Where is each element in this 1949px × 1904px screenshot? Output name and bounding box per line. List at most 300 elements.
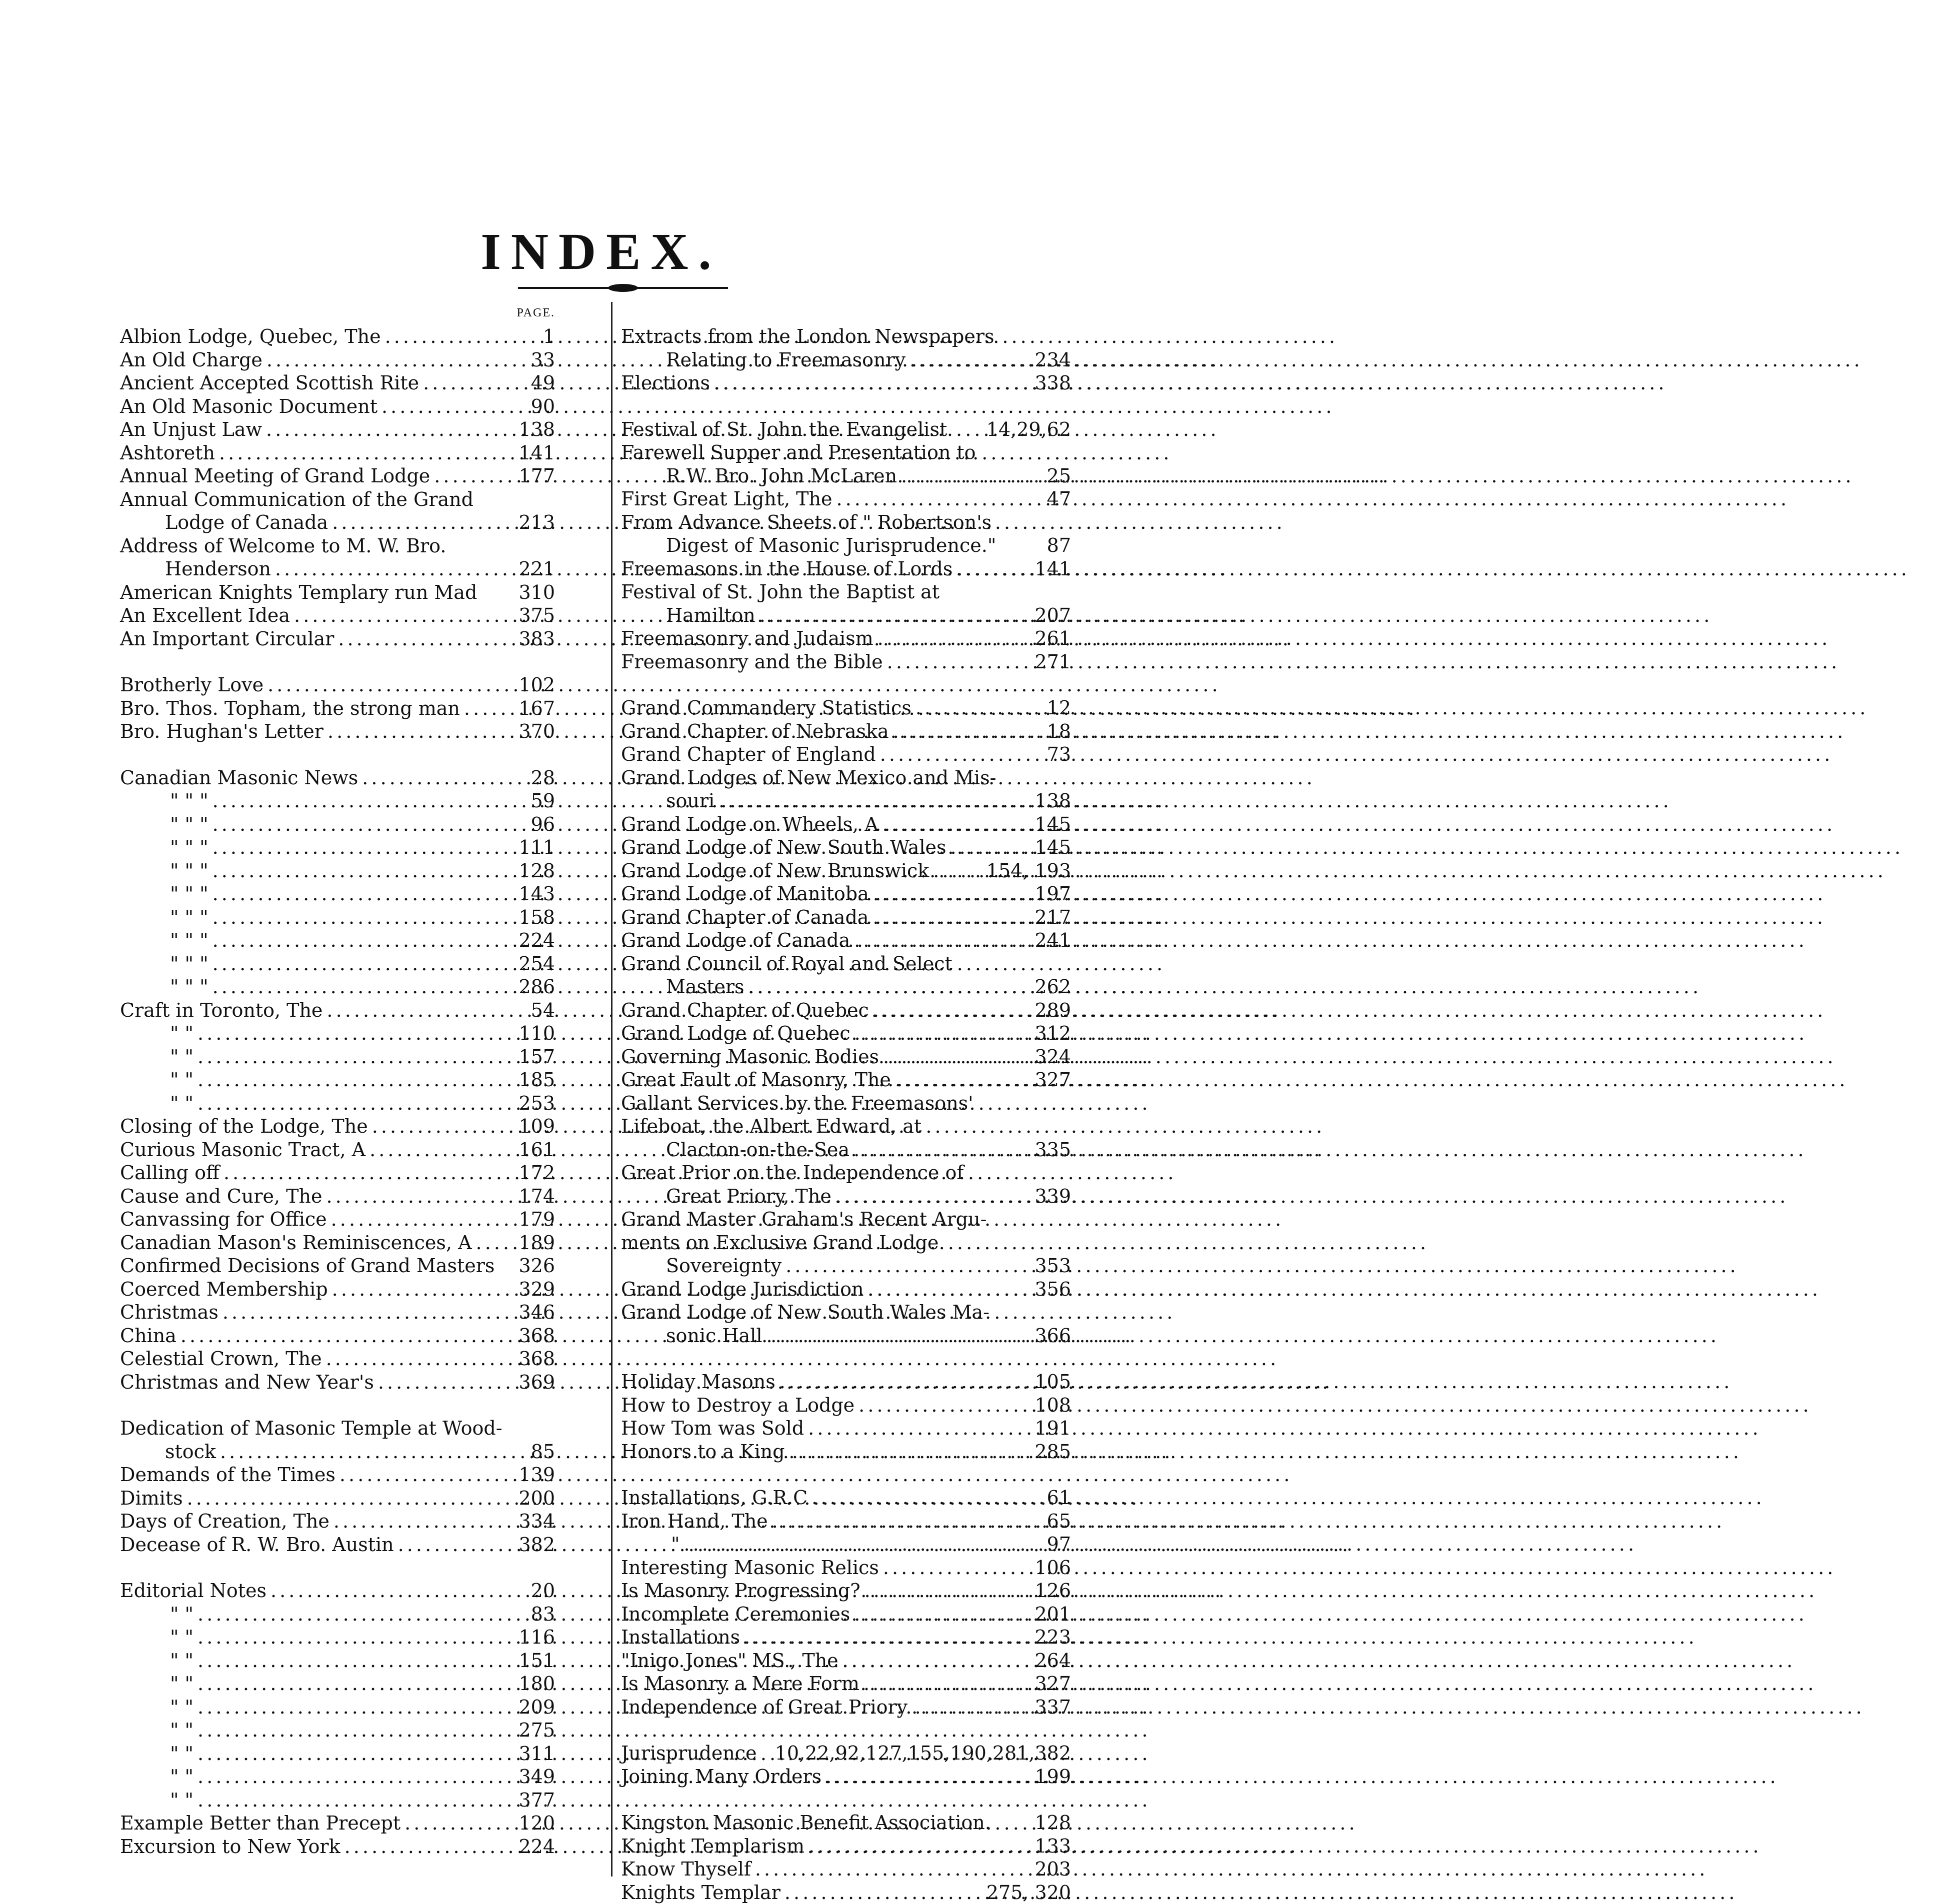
index-entry bbox=[621, 534, 1071, 557]
index-entry bbox=[120, 1068, 555, 1092]
index-entry-line: Dedication of Masonic Temple at Wood- bbox=[120, 1417, 555, 1440]
entry-title: " " " bbox=[120, 882, 208, 906]
dot-leader bbox=[198, 1603, 521, 1626]
index-entry bbox=[120, 1626, 555, 1649]
entry-page-number: 209 bbox=[518, 1696, 555, 1719]
index-entry bbox=[621, 696, 1071, 720]
entry-page-number: 329 bbox=[518, 1278, 555, 1301]
entry-title: How Tom was Sold bbox=[621, 1417, 804, 1440]
dot-leader bbox=[868, 1278, 1030, 1301]
dot-leader bbox=[755, 1858, 1031, 1881]
index-column-left bbox=[120, 301, 555, 1858]
entry-title: Christmas bbox=[120, 1301, 218, 1324]
dot-leader bbox=[212, 929, 515, 952]
entry-title: American Knights Templary run Mad bbox=[120, 581, 477, 604]
entry-page-number: 157 bbox=[518, 1045, 555, 1069]
index-entry bbox=[621, 1696, 1071, 1719]
entry-page-number: 327 bbox=[1034, 1672, 1071, 1696]
entry-title: " " " bbox=[120, 906, 208, 929]
index-entry bbox=[120, 999, 555, 1022]
entry-page-number: 335 bbox=[1034, 1138, 1071, 1162]
dot-leader bbox=[334, 1510, 515, 1533]
index-entry bbox=[621, 1138, 1071, 1162]
entry-title: Digest of Masonic Jurisprudence." bbox=[621, 534, 996, 557]
entry-title: Canadian Mason's Reminiscences, A bbox=[120, 1231, 472, 1255]
dot-leader bbox=[372, 1115, 515, 1138]
dot-leader bbox=[198, 1789, 514, 1812]
entry-title: " " bbox=[120, 1765, 194, 1789]
dot-leader bbox=[266, 418, 514, 441]
entry-title: How to Destroy a Lodge bbox=[621, 1394, 854, 1417]
index-entry bbox=[120, 511, 555, 534]
index-entry bbox=[621, 1579, 1071, 1603]
dot-leader bbox=[332, 511, 514, 534]
index-entry bbox=[120, 1254, 555, 1278]
index-entry bbox=[120, 581, 555, 604]
entry-page-number: 85 bbox=[525, 1440, 555, 1464]
entry-page-number: 199 bbox=[1034, 1765, 1071, 1789]
index-entry-line: Grand Lodge of New South Wales Ma- bbox=[621, 1301, 1071, 1324]
index-entry bbox=[621, 1417, 1071, 1440]
entry-title: R.W. Bro. John McLaren bbox=[621, 464, 897, 488]
entry-title: Coerced Membership bbox=[120, 1278, 328, 1301]
entry-title: Masters bbox=[621, 975, 744, 999]
index-entry bbox=[120, 1672, 555, 1696]
index-entry-line: Lifeboat, the Albert Edward, at bbox=[621, 1115, 1071, 1138]
entry-title: An Old Charge bbox=[120, 348, 262, 372]
entry-page-number: 201 bbox=[1034, 1603, 1071, 1626]
index-entry bbox=[621, 1022, 1071, 1045]
entry-page-number: 213 bbox=[518, 511, 555, 534]
entry-title: " " bbox=[120, 1742, 194, 1766]
entry-title: Festival of St. John the Evangelist bbox=[621, 418, 947, 441]
dot-leader bbox=[854, 1603, 1030, 1626]
index-entry bbox=[120, 836, 555, 859]
index-entry-line: Great Prior on the Independence of bbox=[621, 1161, 1071, 1185]
dot-leader bbox=[464, 697, 515, 720]
index-entry-line: Extracts from the London Newspapers bbox=[621, 325, 1071, 348]
index-entry bbox=[621, 1811, 1071, 1835]
entry-page-number: 180 bbox=[518, 1672, 555, 1696]
entry-page-number: 108 bbox=[1034, 1394, 1071, 1417]
dot-leader bbox=[270, 1579, 521, 1603]
index-entry bbox=[621, 1440, 1071, 1464]
dot-leader bbox=[294, 604, 514, 627]
entry-page-number: 368 bbox=[518, 1347, 555, 1371]
index-entry bbox=[621, 1394, 1071, 1417]
entry-page-number: 83 bbox=[525, 1603, 555, 1626]
entry-title: Celestial Crown, The bbox=[120, 1347, 322, 1371]
index-entry-line: From Advance Sheets of " Robertson's bbox=[621, 511, 1071, 534]
index-entry bbox=[120, 395, 555, 418]
index-entry bbox=[120, 1161, 555, 1185]
dot-leader bbox=[880, 743, 1037, 766]
index-entry bbox=[621, 1556, 1071, 1580]
entry-page-number: 324 bbox=[1034, 1045, 1071, 1069]
entry-title: Installations, G.R.C bbox=[621, 1486, 808, 1510]
dot-leader bbox=[378, 1371, 515, 1394]
index-entry bbox=[621, 1626, 1071, 1649]
entry-page-number: 224 bbox=[518, 1835, 555, 1859]
dot-leader bbox=[873, 882, 1031, 906]
dot-leader bbox=[180, 1324, 515, 1348]
dot-leader bbox=[718, 789, 1030, 813]
index-entry bbox=[120, 325, 555, 348]
entry-title: " " " bbox=[120, 859, 208, 883]
dot-leader bbox=[786, 1254, 1030, 1278]
index-entry bbox=[120, 1138, 555, 1162]
dot-leader bbox=[854, 1022, 1031, 1045]
dot-leader bbox=[893, 720, 1037, 743]
dot-leader bbox=[808, 1835, 1030, 1858]
entry-page-number: 33 bbox=[525, 348, 555, 372]
page-column-header: PAGE. bbox=[120, 301, 555, 325]
section-gap bbox=[621, 1719, 1071, 1742]
entry-page-number: 369 bbox=[518, 1371, 555, 1394]
dot-leader bbox=[220, 1440, 521, 1464]
entry-page-number: 286 bbox=[518, 975, 555, 999]
dot-leader bbox=[812, 1486, 1037, 1510]
entry-page-number: 326 bbox=[518, 1254, 555, 1278]
entry-title: Grand Chapter of England bbox=[621, 743, 876, 766]
dot-leader bbox=[212, 882, 515, 906]
entry-page-number: 73 bbox=[1041, 743, 1071, 766]
section-gap bbox=[621, 1463, 1071, 1486]
entry-title: Freemasonry and the Bible bbox=[621, 650, 883, 674]
dot-leader bbox=[212, 859, 515, 883]
dot-leader bbox=[328, 720, 515, 743]
page-title: INDEX. bbox=[0, 222, 1202, 281]
dot-leader bbox=[901, 464, 1037, 488]
entry-page-number: 375 bbox=[518, 604, 555, 627]
entry-page-number: 234 bbox=[1034, 348, 1071, 372]
entry-title: Joining Many Orders bbox=[621, 1765, 822, 1789]
entry-title: Bro. Hughan's Letter bbox=[120, 720, 324, 743]
dot-leader bbox=[864, 1579, 1031, 1603]
dot-leader bbox=[808, 1417, 1030, 1440]
index-entry-line: Annual Communication of the Grand bbox=[120, 488, 555, 511]
index-entry bbox=[621, 720, 1071, 743]
entry-page-number: 109 bbox=[518, 1115, 555, 1138]
entry-page-number: 151 bbox=[518, 1649, 555, 1673]
entry-page-number: 54 bbox=[525, 999, 555, 1022]
index-entry bbox=[621, 975, 1071, 999]
entry-page-number: 377 bbox=[518, 1789, 555, 1812]
entry-title: Brotherly Love bbox=[120, 673, 264, 697]
entry-title: Grand Lodge of Manitoba bbox=[621, 882, 869, 906]
index-entry bbox=[120, 1347, 555, 1371]
dot-leader bbox=[212, 789, 521, 813]
index-entry bbox=[621, 929, 1071, 952]
index-entry bbox=[621, 464, 1071, 488]
entry-title: Henderson bbox=[120, 557, 271, 581]
entry-page-number: 382 bbox=[518, 1533, 555, 1557]
index-entry bbox=[120, 1185, 555, 1208]
index-entry bbox=[120, 557, 555, 581]
index-entry bbox=[120, 673, 555, 697]
dot-leader bbox=[332, 1278, 515, 1301]
entry-page-number: 370 bbox=[518, 720, 555, 743]
entry-title: Confirmed Decisions of Grand Masters bbox=[120, 1254, 494, 1278]
entry-title: " " " bbox=[120, 789, 208, 813]
dot-leader bbox=[275, 557, 515, 581]
entry-page-number: 128 bbox=[1034, 1811, 1071, 1835]
index-entry bbox=[120, 1533, 555, 1557]
entry-title: Example Better than Precept bbox=[120, 1812, 400, 1835]
index-entry bbox=[120, 1371, 555, 1394]
entry-title: Grand Commandery Statistics bbox=[621, 696, 912, 720]
entry-page-number: 167 bbox=[518, 697, 555, 720]
entry-page-number: 223 bbox=[1034, 1626, 1071, 1649]
section-gap bbox=[120, 1394, 555, 1417]
dot-leader bbox=[266, 348, 521, 372]
entry-page-number: 356 bbox=[1034, 1278, 1071, 1301]
dot-leader bbox=[224, 1161, 515, 1185]
entry-page-number: 1 bbox=[525, 325, 555, 348]
dot-leader bbox=[836, 1185, 1031, 1208]
dot-leader bbox=[858, 1394, 1030, 1417]
entry-title: Honors to a King bbox=[621, 1440, 784, 1464]
index-entry bbox=[621, 789, 1071, 813]
entry-title: Ashtoreth bbox=[120, 441, 215, 465]
entry-title: An Excellent Idea bbox=[120, 604, 290, 627]
index-entry bbox=[621, 1603, 1071, 1626]
entry-title: Grand Lodge of New South Wales bbox=[621, 836, 946, 859]
entry-title: " " bbox=[120, 1649, 194, 1673]
entry-page-number: 254 bbox=[518, 952, 555, 976]
index-entry bbox=[621, 418, 1071, 441]
index-entry bbox=[621, 1765, 1071, 1789]
entry-page-number: 203 bbox=[1034, 1858, 1071, 1881]
index-entry-line: Grand Master Graham's Recent Argu- bbox=[621, 1208, 1071, 1231]
dot-leader bbox=[916, 696, 1037, 720]
index-entry-line: Grand Council of Royal and Select bbox=[621, 952, 1071, 976]
dot-leader bbox=[198, 1092, 514, 1115]
dot-leader bbox=[212, 906, 515, 929]
index-entry bbox=[621, 743, 1071, 766]
dot-leader bbox=[198, 1672, 514, 1696]
entry-title: Incomplete Ceremonies bbox=[621, 1603, 850, 1626]
entry-page-number: 161 bbox=[518, 1138, 555, 1162]
entry-page-number: 18 bbox=[1041, 720, 1071, 743]
entry-page-number: 383 bbox=[518, 627, 555, 651]
entry-page-number: 143 bbox=[518, 882, 555, 906]
index-entry bbox=[120, 697, 555, 720]
section-gap bbox=[120, 743, 555, 766]
entry-title: " " bbox=[120, 1719, 194, 1742]
entry-page-number: 105 bbox=[1034, 1370, 1071, 1394]
entry-page-number: 138 bbox=[518, 418, 555, 441]
index-entry bbox=[120, 1092, 555, 1115]
dot-leader bbox=[326, 1185, 514, 1208]
index-entry bbox=[621, 348, 1071, 372]
index-entry bbox=[120, 906, 555, 929]
entry-page-number: 87 bbox=[1041, 534, 1071, 557]
entry-page-number: 189 bbox=[518, 1231, 555, 1255]
entry-page-number: 141 bbox=[518, 441, 555, 465]
dot-leader bbox=[385, 325, 521, 348]
index-entry bbox=[621, 1254, 1071, 1278]
entry-title: Days of Creation, The bbox=[120, 1510, 330, 1533]
entry-page-number: 207 bbox=[1034, 604, 1071, 627]
dot-leader bbox=[370, 1138, 514, 1162]
entry-page-number: 145 bbox=[1034, 813, 1071, 836]
entry-title: " " " bbox=[120, 975, 208, 999]
entry-title: Iron Hand, The bbox=[621, 1510, 768, 1533]
dot-leader bbox=[423, 371, 521, 395]
entry-page-number: 172 bbox=[518, 1161, 555, 1185]
index-entry bbox=[621, 371, 1071, 395]
entry-title: Knight Templarism bbox=[621, 1835, 804, 1858]
index-entry bbox=[621, 1045, 1071, 1069]
dot-leader bbox=[219, 441, 515, 465]
entry-title: Canvassing for Office bbox=[120, 1208, 327, 1231]
dot-leader bbox=[842, 1649, 1031, 1673]
index-entry bbox=[120, 1278, 555, 1301]
index-entry bbox=[621, 627, 1071, 650]
dot-leader bbox=[268, 673, 514, 697]
entry-page-number: 25 bbox=[1041, 464, 1071, 488]
entry-page-number: 116 bbox=[518, 1626, 555, 1649]
entry-page-number: 10,22,92,127,155,190,281,382 bbox=[775, 1742, 1071, 1765]
dot-leader bbox=[212, 813, 521, 836]
dot-leader bbox=[476, 1231, 515, 1255]
entry-page-number: 368 bbox=[518, 1324, 555, 1348]
entry-page-number: 96 bbox=[525, 813, 555, 836]
index-entry bbox=[120, 1696, 555, 1719]
index-entry bbox=[120, 766, 555, 790]
entry-title: Demands of the Times bbox=[120, 1463, 336, 1487]
index-entry bbox=[120, 1835, 555, 1859]
index-entry-line: Grand Lodges of New Mexico and Mis- bbox=[621, 766, 1071, 790]
entry-page-number: 289 bbox=[1034, 999, 1071, 1022]
entry-title: Christmas and New Year's bbox=[120, 1371, 374, 1394]
index-entry bbox=[621, 859, 1071, 883]
entry-page-number: 20 bbox=[525, 1579, 555, 1603]
entry-page-number: 312 bbox=[1034, 1022, 1071, 1045]
index-entry bbox=[120, 859, 555, 883]
dot-leader bbox=[198, 1022, 514, 1045]
index-entry-line: Farewell Supper and Presentation to bbox=[621, 441, 1071, 464]
entry-title: Great Priory, The bbox=[621, 1185, 832, 1208]
dot-leader bbox=[404, 1812, 514, 1835]
entry-page-number: 349 bbox=[518, 1765, 555, 1789]
entry-title: Interesting Masonic Relics bbox=[621, 1556, 879, 1580]
section-gap bbox=[120, 1556, 555, 1579]
entry-page-number: 334 bbox=[518, 1510, 555, 1533]
entry-title: Installations bbox=[621, 1626, 740, 1649]
entry-title: Excursion to New York bbox=[120, 1835, 340, 1859]
dot-leader bbox=[882, 813, 1031, 836]
index-entry bbox=[120, 1440, 555, 1464]
entry-title: Ancient Accepted Scottish Rite bbox=[120, 371, 419, 395]
entry-page-number: 262 bbox=[1034, 975, 1071, 999]
index-entry bbox=[120, 975, 555, 999]
entry-page-number: 102 bbox=[518, 673, 555, 697]
dot-leader bbox=[748, 975, 1031, 999]
dot-leader bbox=[338, 627, 514, 651]
dot-leader bbox=[910, 348, 1030, 372]
index-entry bbox=[621, 1742, 1071, 1765]
entry-title: Calling off bbox=[120, 1161, 220, 1185]
index-entry bbox=[120, 464, 555, 488]
entry-page-number: 200 bbox=[518, 1487, 555, 1510]
index-entry bbox=[120, 418, 555, 441]
dot-leader bbox=[212, 975, 515, 999]
entry-page-number: 191 bbox=[1034, 1417, 1071, 1440]
entry-title: " " bbox=[120, 1022, 194, 1045]
dot-leader bbox=[326, 1347, 515, 1371]
dot-leader bbox=[854, 1138, 1030, 1162]
index-entry bbox=[621, 604, 1071, 627]
index-entry bbox=[120, 882, 555, 906]
index-entry bbox=[120, 1812, 555, 1835]
dot-leader bbox=[788, 1440, 1030, 1464]
entry-title: Freemasons in the House of Lords bbox=[621, 557, 952, 581]
entry-title: Cause and Cure, The bbox=[120, 1185, 322, 1208]
entry-page-number: 241 bbox=[1034, 929, 1071, 952]
entry-page-number: 346 bbox=[518, 1301, 555, 1324]
dot-leader bbox=[382, 395, 521, 418]
index-entry bbox=[120, 1742, 555, 1766]
entry-title: stock bbox=[120, 1440, 216, 1464]
index-entry bbox=[120, 1208, 555, 1231]
entry-page-number: 261 bbox=[1034, 627, 1071, 650]
index-entry bbox=[120, 1115, 555, 1138]
entry-title: Lodge of Canada bbox=[120, 511, 328, 534]
index-entry bbox=[120, 348, 555, 372]
index-entry bbox=[621, 1649, 1071, 1673]
index-entry bbox=[120, 1022, 555, 1045]
section-gap bbox=[621, 673, 1071, 696]
index-entry bbox=[621, 1858, 1071, 1881]
entry-page-number: 49 bbox=[525, 371, 555, 395]
entry-page-number: 185 bbox=[518, 1068, 555, 1092]
dot-leader bbox=[772, 1510, 1037, 1533]
entry-title: Editorial Notes bbox=[120, 1579, 266, 1603]
index-entry bbox=[621, 1068, 1071, 1092]
entry-page-number: 65 bbox=[1041, 1510, 1071, 1533]
entry-page-number: 12 bbox=[1041, 696, 1071, 720]
dot-leader bbox=[198, 1649, 514, 1673]
entry-title: Sovereignty bbox=[621, 1254, 782, 1278]
dot-leader bbox=[198, 1696, 514, 1719]
index-entry bbox=[120, 604, 555, 627]
entry-title: An Important Circular bbox=[120, 627, 334, 651]
index-entry bbox=[120, 1649, 555, 1673]
dot-leader bbox=[212, 952, 515, 976]
entry-page-number: 90 bbox=[525, 395, 555, 418]
dot-leader bbox=[956, 557, 1030, 581]
entry-title: Freemasonry and Judaism bbox=[621, 627, 874, 650]
entry-title: " " bbox=[120, 1789, 194, 1812]
index-entry bbox=[621, 882, 1071, 906]
entry-title: Dimits bbox=[120, 1487, 183, 1510]
entry-title: " " " bbox=[120, 813, 208, 836]
dot-leader bbox=[760, 604, 1031, 627]
entry-title: Elections bbox=[621, 371, 710, 395]
entry-page-number: 128 bbox=[518, 859, 555, 883]
dot-leader bbox=[344, 1835, 515, 1859]
entry-title: " " bbox=[120, 1672, 194, 1696]
index-entry bbox=[120, 789, 555, 813]
dot-leader bbox=[744, 1626, 1030, 1649]
dot-leader bbox=[198, 1045, 514, 1069]
entry-title: Relating to Freemasonry bbox=[621, 348, 906, 372]
entry-title: Grand Lodge of Quebec bbox=[621, 1022, 850, 1045]
index-entry bbox=[120, 1603, 555, 1626]
entry-page-number: 59 bbox=[525, 789, 555, 813]
